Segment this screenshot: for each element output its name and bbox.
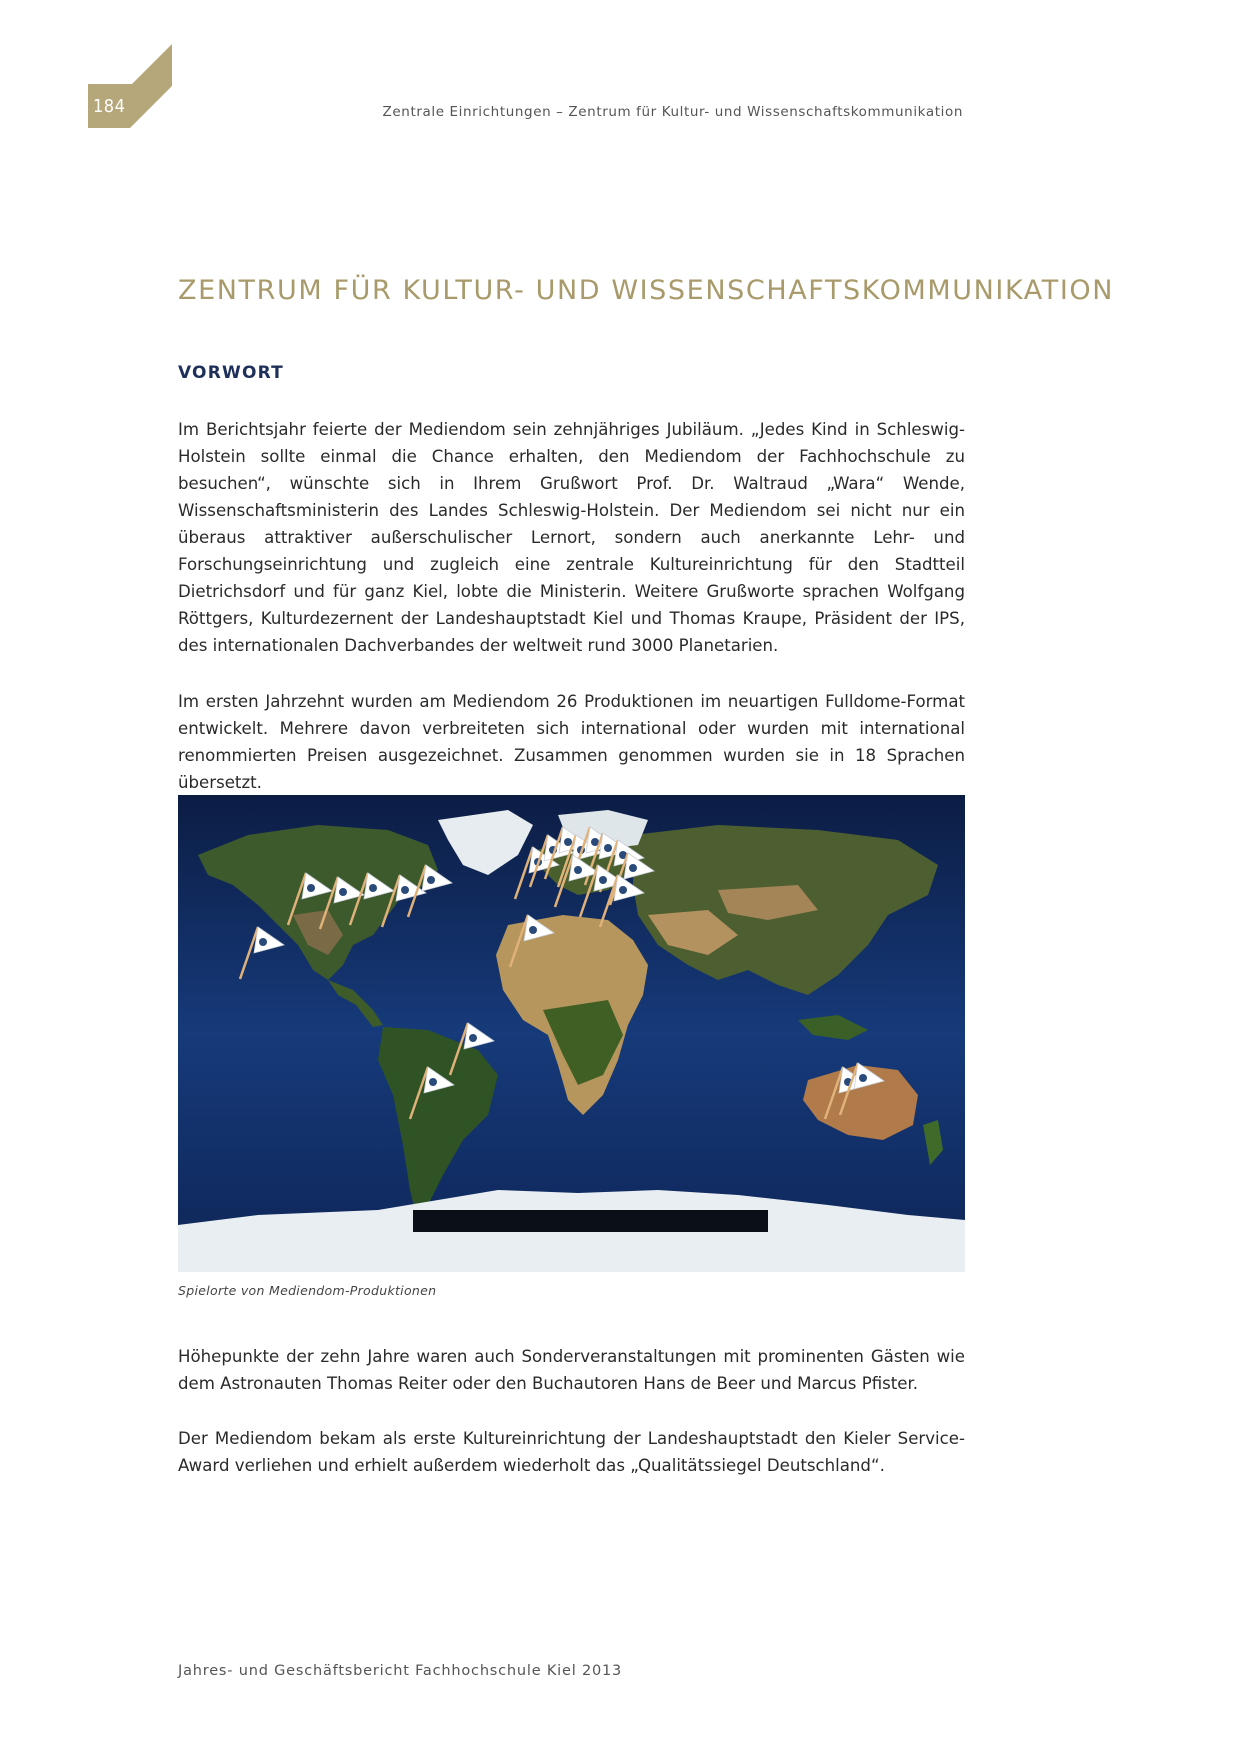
paragraph-3: Höhepunkte der zehn Jahre waren auch Sonderveranstaltungen mit prominenten Gästen wie dem Astronauten Thomas Reiter oder den Buchautoren Hans de Beer und Marcus Pfister. [178,1347,965,1393]
paragraph-1: Im Berichtsjahr feierte der Mediendom sein zehnjähriges Jubiläum. „Jedes Kind in Schleswig-Holstein sollte einmal die Chance erhalten, den Mediendom der Fachhochschule zu besuchen“, wünschte sich in Ihrem Grußwort Prof. Dr. Waltraud „Wara“ Wende, Wissenschaftsministerin des Landes Schleswig-Holstein. Der Mediendom sei nicht nur ein überaus attraktiver außerschulischer Lernort, sondern auch anerkannte Lehr- und Forschungseinrichtung und zugleich eine zentrale Kultureinrichtung für den Stadtteil Dietrichsdorf und für ganz Kiel, lobte die Ministerin. Weitere Grußworte sprachen Wolfgang Röttgers, Kulturdezernent der Landeshauptstadt Kiel und Thomas Kraupe, Präsident der IPS, des internationalen Dachverbandes der weltweit rund 3000 Planetarien. [178,420,965,655]
paragraph-2: Im ersten Jahrzehnt wurden am Mediendom 26 Produktionen im neuartigen Fulldome-Format entwickelt. Mehrere davon verbreiteten sich international oder wurden mit international renommierten Preisen ausgezeichnet. Zusammen genommen wurden sie in 18 Sprachen übersetzt. [178,692,965,792]
section-title: ZENTRUM FÜR KULTUR- UND WISSENSCHAFTSKOMMUNIKATION [178,275,1115,306]
paragraph-4: Der Mediendom bekam als erste Kultureinrichtung der Landeshauptstadt den Kieler Service-Award verliehen und erhielt außerdem wiederholt das „Qualitätssiegel Deutschland“. [178,1429,965,1475]
page-number: 184 [93,96,126,117]
footer-text: Jahres- und Geschäftsbericht Fachhochschule Kiel 2013 [178,1663,623,1679]
world-map [178,795,965,1272]
subheading-vorwort: VORWORT [178,363,284,383]
antarctica-dark-strip [413,1210,768,1232]
world-map-figure [178,795,965,1272]
figure-caption: Spielorte von Mediendom-Produktionen [178,1283,437,1298]
running-header: Zentrale Einrichtungen – Zentrum für Kultur- und Wissenschaftskommunikation [382,104,963,120]
